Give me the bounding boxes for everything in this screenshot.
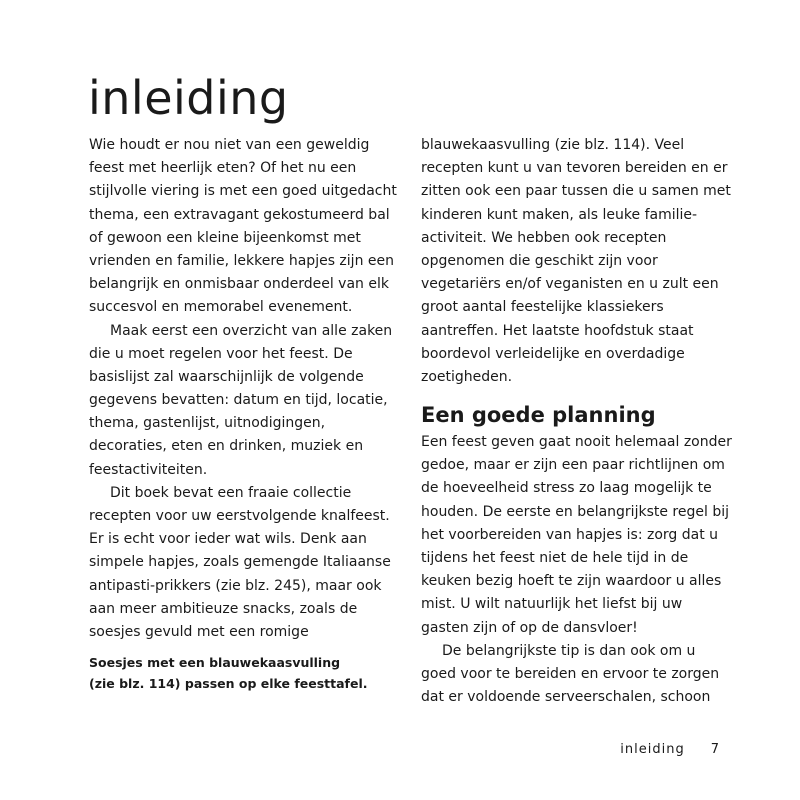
text-line: soesjes gevuld met een romige: [89, 623, 309, 640]
text-line: Maak eerst een overzicht van alle zaken: [110, 322, 393, 339]
left-column: [89, 134, 397, 644]
text-line: kinderen kunt maken, als leuke familie-: [421, 206, 698, 223]
text-line: opgenomen die geschikt zijn voor: [421, 252, 658, 269]
text-line: Dit boek bevat een fraaie collectie: [110, 484, 352, 501]
text-line: decoraties, eten en drinken, muziek en: [89, 438, 364, 455]
text-line: feest met heerlijk eten? Of het nu een: [89, 160, 357, 177]
section-heading: Een goede planning: [421, 403, 656, 428]
page-number: 7: [710, 742, 720, 757]
text-line: goed voor te bereiden en ervoor te zorgen: [421, 665, 720, 682]
text-line: vrienden en familie, lekkere hapjes zijn een: [89, 252, 394, 269]
page-footer: [620, 742, 720, 757]
text-line: die u moet regelen voor het feest. De: [89, 345, 353, 362]
text-line: thema, een extravagant gekostumeerd bal: [89, 206, 390, 223]
caption-line: Soesjes met een blauwekaasvulling: [89, 655, 341, 670]
text-line: zoetigheden.: [421, 368, 513, 385]
running-title: inleiding: [620, 742, 685, 757]
caption-line: (zie blz. 114) passen op elke feesttafel.: [89, 676, 368, 691]
text-line: keuken bezig hoeft te zijn waardoor u alles: [421, 573, 722, 590]
text-line: mist. U wilt natuurlijk het liefst bij uw: [421, 596, 683, 613]
text-line: groot aantal feestelijke klassiekers: [421, 299, 664, 316]
text-line: feestactiviteiten.: [89, 461, 208, 478]
text-line: zitten ook een paar tussen die u samen met: [421, 183, 731, 200]
text-line: of gewoon een kleine bijeenkomst met: [89, 229, 361, 246]
page-title: inleiding: [88, 71, 289, 125]
text-line: de hoeveelheid stress zo laag mogelijk te: [421, 480, 712, 497]
text-line: thema, gastenlijst, uitnodigingen,: [89, 415, 326, 432]
text-line: aantreffen. Het laatste hoofdstuk staat: [421, 322, 694, 339]
text-line: De belangrijkste tip is dan ook om u: [442, 642, 696, 659]
text-line: blauwekaasvulling (zie blz. 114). Veel: [421, 137, 685, 153]
photo-caption: [89, 652, 389, 694]
text-line: gedoe, maar er zijn een paar richtlijnen om: [421, 457, 725, 474]
text-line: Er is echt voor ieder wat wils. Denk aan: [89, 531, 367, 548]
right-column-intro: [421, 134, 731, 389]
text-line: antipasti-prikkers (zie blz. 245), maar ook: [89, 577, 382, 594]
right-column-planning: [421, 431, 732, 709]
text-line: dat er voldoende serveerschalen, schoon: [421, 689, 711, 706]
text-line: Wie houdt er nou niet van een geweldig: [89, 137, 370, 153]
text-line: recepten voor uw eerstvolgende knalfeest.: [89, 508, 390, 524]
text-line: simpele hapjes, zoals gemengde Italiaanse: [89, 554, 391, 571]
text-line: aan meer ambitieuze snacks, zoals de: [89, 600, 358, 617]
text-line: recepten kunt u van tevoren bereiden en er: [421, 160, 728, 177]
text-line: boordevol verleidelijke en overdadige: [421, 345, 685, 362]
right-column: [421, 134, 732, 709]
text-line: gasten zijn of op de dansvloer!: [421, 619, 638, 636]
text-line: het voorbereiden van hapjes is: zorg dat u: [421, 526, 719, 543]
text-line: Een feest geven gaat nooit helemaal zonder: [421, 434, 732, 451]
text-line: houden. De eerste en belangrijkste regel bij: [421, 503, 729, 520]
text-line: gegevens bevatten: datum en tijd, locatie,: [89, 392, 388, 409]
text-line: belangrijk en onmisbaar onderdeel van elk: [89, 276, 389, 293]
text-line: basislijst zal waarschijnlijk de volgende: [89, 368, 364, 385]
text-line: tijdens het feest niet de hele tijd in de: [421, 550, 689, 566]
text-line: vegetariërs en/of veganisten en u zult een: [421, 276, 719, 293]
text-line: succesvol en memorabel evenement.: [89, 299, 353, 316]
text-line: stijlvolle viering is met een goed uitgedacht: [89, 183, 397, 200]
text-line: activiteit. We hebben ook recepten: [421, 229, 667, 246]
